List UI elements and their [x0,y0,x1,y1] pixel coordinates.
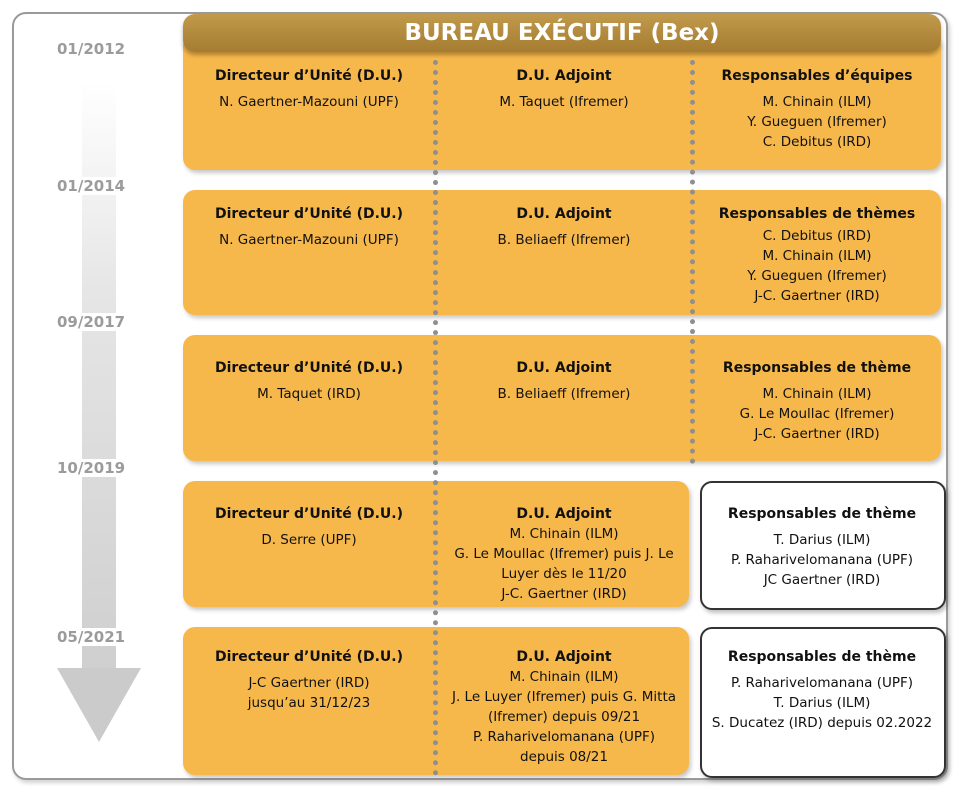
person-line: Y. Gueguen (Ifremer) [747,114,887,130]
row5-leads [700,647,944,733]
person-line: jusqu’au 31/12/23 [247,695,371,711]
col-header: Responsables de thèmes [718,206,916,222]
row3-director [183,358,435,404]
person-line: depuis 08/21 [520,749,608,765]
header-title: BUREAU EXÉCUTIF (Bex) [404,20,720,46]
person-line: M. Chinain (ILM) [762,386,872,402]
person-line: C. Debitus (IRD) [762,134,872,150]
person-line: G. Le Moullac (Ifremer) puis J. Le [454,546,674,562]
person-line: P. Raharivelomanana (UPF) [730,675,914,691]
col-header: Directeur d’Unité (D.U.) [214,360,403,376]
person-line: J-C. Gaertner (IRD) [754,426,880,442]
person-line: T. Darius (ILM) [773,532,871,548]
person-line: S. Ducatez (IRD) depuis 02.2022 [711,715,933,731]
date-label: 10/2019 [57,459,126,477]
col-header: Responsables de thème [722,360,912,376]
col-header: Responsables d’équipes [721,68,913,84]
col-header: Directeur d’Unité (D.U.) [214,68,403,84]
date-label: 09/2017 [57,313,126,331]
person-line: M. Chinain (ILM) [762,94,872,110]
person-line: M. Taquet (Ifremer) [499,94,629,110]
row2-director [183,204,435,250]
person-line: JC Gaertner (IRD) [763,572,881,588]
person-line: M. Chinain (ILM) [509,526,619,542]
person-line: G. Le Moullac (Ifremer) [739,406,895,422]
row1-deputy [437,66,691,112]
col-header: D.U. Adjoint [516,506,612,522]
person-line: J-C. Gaertner (IRD) [501,586,627,602]
person-line: J-C Gaertner (IRD) [248,675,370,691]
row4-leads [700,504,944,590]
person-line: P. Raharivelomanana (UPF) [472,729,656,745]
row3-leads [693,358,941,444]
person-line: N. Gaertner-Mazouni (UPF) [219,232,399,248]
col-header: Responsables de thème [727,506,917,522]
person-line: Luyer dès le 11/20 [501,566,627,582]
col-header: D.U. Adjoint [516,360,612,376]
person-line: B. Beliaeff (Ifremer) [497,232,631,248]
person-line: M. Taquet (IRD) [257,386,361,402]
row5-deputy [437,647,691,767]
row4-director [183,504,435,550]
person-line: T. Darius (ILM) [773,695,871,711]
date-label: 01/2014 [57,177,126,195]
col-header: Responsables de thème [727,649,917,665]
row2-leads [693,204,941,306]
col-header: D.U. Adjoint [516,68,612,84]
person-line: B. Beliaeff (Ifremer) [497,386,631,402]
timeline-arrow-head [57,668,141,742]
person-line: J. Le Luyer (Ifremer) puis G. Mitta [451,689,677,705]
row1-director [183,66,435,112]
person-line: Y. Gueguen (Ifremer) [747,268,887,284]
person-line: N. Gaertner-Mazouni (UPF) [219,94,399,110]
row5-director [183,647,435,713]
row4-deputy [437,504,691,604]
col-header: Directeur d’Unité (D.U.) [214,649,403,665]
row2-deputy [437,204,691,250]
person-line: M. Chinain (ILM) [509,669,619,685]
person-line: J-C. Gaertner (IRD) [754,288,880,304]
person-line: (Ifremer) depuis 09/21 [487,709,641,725]
person-line: P. Raharivelomanana (UPF) [730,552,914,568]
date-label: 01/2012 [57,40,126,58]
timeline-arrow-shaft [82,82,116,672]
person-line: C. Debitus (IRD) [762,228,872,244]
col-header: Directeur d’Unité (D.U.) [214,206,403,222]
person-line: M. Chinain (ILM) [762,248,872,264]
col-header: D.U. Adjoint [516,206,612,222]
header-bar [183,14,941,52]
row1-leads [693,66,941,152]
row3-deputy [437,358,691,404]
person-line: D. Serre (UPF) [261,532,357,548]
col-header: D.U. Adjoint [516,649,612,665]
date-label: 05/2021 [57,628,126,646]
col-header: Directeur d’Unité (D.U.) [214,506,403,522]
